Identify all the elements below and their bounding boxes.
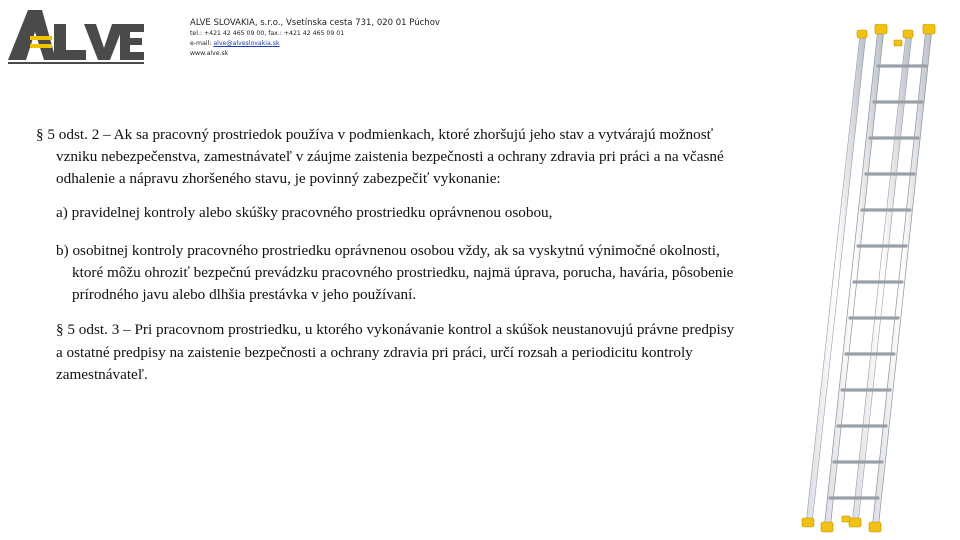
email-link[interactable]: alve@alveslovakia.sk xyxy=(213,40,280,47)
company-email-line xyxy=(190,39,440,49)
company-name: ALVE SLOVAKIA, s.r.o., Vsetínska cesta 731, 020 01 Púchov xyxy=(190,18,440,28)
paragraph-a: a) pravidelnej kontroly alebo skúšky pracovného prostriedku oprávnenou osobou, xyxy=(56,203,553,221)
email-label: e-mail: xyxy=(190,40,214,47)
extension-ladder-icon xyxy=(782,24,958,534)
paragraph-odst-3: § 5 odst. 3 – Pri pracovnom prostriedku, u ktorého vykonávanie kontrol a skúšok neustanovujú právne predpisy a ostatné predpisy na zaistenie bezpečnosti a ochrany zdravia pri práci, určí rozsah a periodicitu kontroly zamestnávateľ. xyxy=(56,321,735,383)
company-phone: tel.: +421 42 465 09 00, fax.: +421 42 465 09 01 xyxy=(190,30,345,37)
alve-logo xyxy=(8,8,144,68)
paragraph-odst-2: § 5 odst. 2 – Ak sa pracovný prostriedok používa v podmienkach, ktoré zhoršujú jeho stav a vytvárajú možnosť vzniku nebezpečenstva, zamestnávateľ v záujme zaistenia bezpečnosti a ochrany zdravia pri práci a na včasné odhalenie a nápravu zhoršeného stavu, je povinný zabezpečiť vykonanie: xyxy=(36,126,724,188)
paragraph-b: b) osobitnej kontroly pracovného prostriedku oprávnenou osobou vždy, ak sa vyskytnú výnimočné okolnosti, ktoré môžu ohroziť bezpečnú prevádzku pracovného prostriedku, najmä úprava, porucha, havária, pôsobenie prírodného javu alebo dlhšia prestávka v jeho používaní. xyxy=(56,241,734,304)
company-info xyxy=(190,17,440,59)
document-body xyxy=(36,124,736,386)
company-web: www.alve.sk xyxy=(190,50,229,57)
